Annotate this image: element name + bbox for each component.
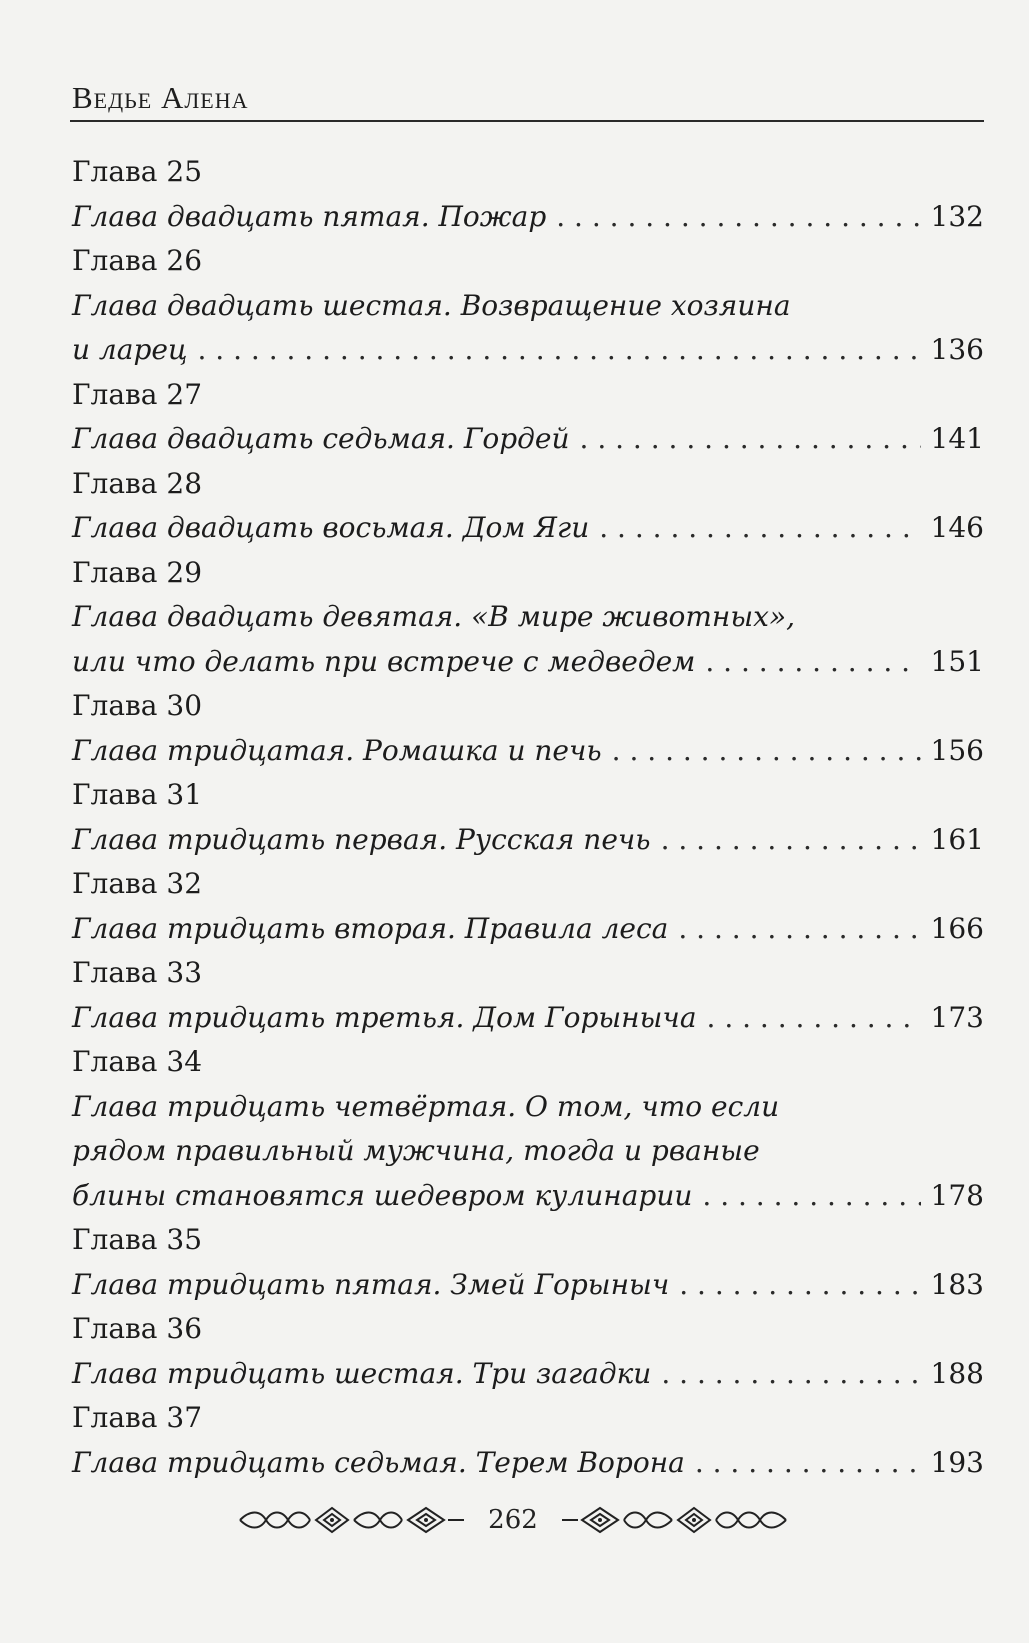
toc-title-line [72, 1174, 984, 1219]
toc-title-line [72, 1441, 984, 1486]
toc-page-number: 178 [930, 1178, 984, 1212]
toc-chapter-number: Глава 28 [72, 466, 203, 500]
scroll-ornament-icon [236, 1504, 466, 1536]
dot-leader [599, 506, 920, 551]
toc-page-number: 188 [930, 1356, 984, 1390]
toc-title-line [72, 729, 984, 774]
toc-title-line [72, 907, 984, 952]
toc-chapter-number: Глава 36 [72, 1312, 203, 1345]
toc-title-text: Глава тридцать третья. Дом Горыныча [72, 1000, 697, 1034]
dot-leader [679, 1263, 920, 1308]
toc-page-number: 132 [930, 199, 984, 233]
toc-title-line [72, 818, 984, 863]
toc-chapter-number: Глава 29 [72, 555, 203, 589]
toc-title-line [72, 595, 984, 640]
toc-title-text: Глава двадцать шестая. Возвращение хозяина [72, 288, 791, 322]
toc-chapter-number: Глава 37 [72, 1401, 203, 1434]
toc-title-text: блины становятся шедевром кулинарии [72, 1178, 693, 1212]
page-number: 262 [488, 1505, 538, 1535]
toc-page-number: 136 [930, 333, 984, 366]
toc-title-text: Глава тридцать седьмая. Терем Ворона [72, 1445, 685, 1479]
dot-leader [707, 996, 921, 1041]
dot-leader [580, 417, 921, 462]
toc-title-text: Глава двадцать пятая. Пожар [72, 199, 547, 233]
toc-page-number: 146 [930, 511, 984, 544]
toc-title-line [72, 284, 984, 329]
dot-leader [702, 1174, 920, 1219]
toc-title-text: или что делать при встрече с медведем [72, 644, 696, 678]
toc-title-line [72, 1352, 984, 1397]
toc-chapter-number: Глава 33 [72, 956, 203, 989]
toc-title-text: Глава тридцать первая. Русская печь [72, 822, 651, 856]
dot-leader [695, 1441, 921, 1486]
toc-title-line [72, 328, 984, 373]
toc-title-line [72, 506, 984, 551]
toc-page-number: 193 [930, 1445, 984, 1479]
toc-title-text: Глава тридцать вторая. Правила леса [72, 911, 669, 945]
page-footer [228, 1495, 798, 1545]
toc-title-line [72, 1129, 984, 1174]
toc-title-text: Глава двадцать восьмая. Дом Яги [72, 511, 590, 544]
toc-title-text: рядом правильный мужчина, тогда и рваные [72, 1134, 760, 1167]
dot-leader [678, 907, 920, 952]
toc-page-number: 161 [930, 822, 984, 856]
toc-chapter-number: Глава 35 [72, 1223, 203, 1256]
dot-leader [661, 818, 921, 863]
dot-leader [612, 729, 921, 774]
toc-title-line [72, 1263, 984, 1308]
dot-leader [198, 328, 921, 373]
scroll-ornament-icon [560, 1504, 790, 1536]
toc-title-text: Глава тридцатая. Ромашка и печь [72, 733, 602, 767]
table-of-contents [72, 150, 984, 1485]
toc-chapter-number: Глава 34 [72, 1045, 203, 1078]
toc-page-number: 166 [930, 911, 984, 945]
toc-title-text: Глава двадцать седьмая. Гордей [72, 422, 570, 455]
toc-title-text: Глава тридцать шестая. Три загадки [72, 1356, 652, 1390]
dot-leader [556, 195, 920, 240]
dot-leader [705, 640, 920, 685]
toc-title-text: Глава тридцать четвёртая. О том, что если [72, 1089, 780, 1123]
toc-chapter-number: Глава 27 [72, 377, 203, 411]
toc-chapter-number: Глава 31 [72, 778, 203, 811]
toc-title-line [72, 640, 984, 685]
toc-page-number: 141 [930, 422, 984, 455]
header-author: Ведье Алена [72, 80, 249, 115]
dot-leader [661, 1352, 920, 1397]
toc-page-number: 183 [930, 1267, 984, 1301]
toc-title-text: Глава двадцать девятая. «В мире животных», [72, 600, 795, 633]
toc-page-number: 151 [930, 644, 984, 678]
toc-chapter-number: Глава 30 [72, 689, 203, 722]
toc-page-number: 156 [930, 733, 984, 767]
toc-chapter-number: Глава 26 [72, 244, 203, 277]
toc-chapter-number: Глава 25 [72, 155, 203, 188]
toc-title-line [72, 417, 984, 462]
toc-title-line [72, 195, 984, 240]
toc-title-line [72, 1085, 984, 1130]
toc-title-text: Глава тридцать пятая. Змей Горыныч [72, 1267, 670, 1301]
toc-page-number: 173 [930, 1000, 984, 1034]
toc-title-text: и ларец [72, 333, 188, 366]
running-header [70, 76, 984, 122]
toc-chapter-number: Глава 32 [72, 867, 203, 900]
toc-title-line [72, 996, 984, 1041]
